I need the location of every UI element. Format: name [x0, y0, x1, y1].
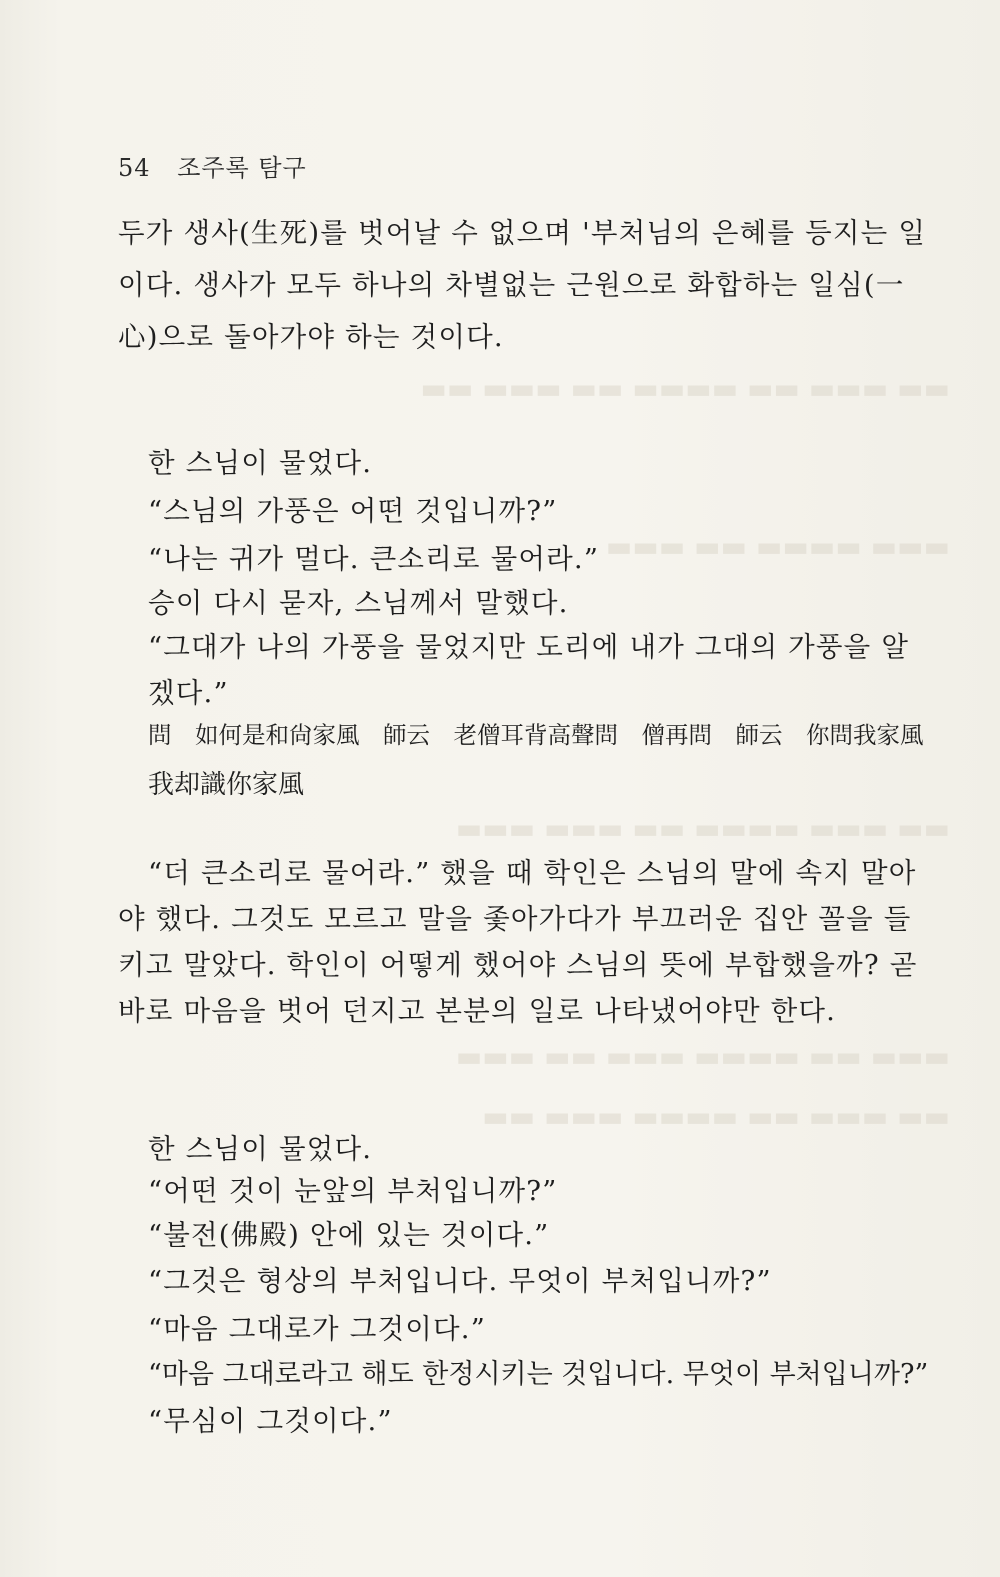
dialogue-line: “마음 그대로라고 해도 한정시키는 것입니다. 무엇이 부처입니까?”	[148, 1359, 929, 1390]
dialogue-line: “스님의 가풍은 어떤 것입니까?”	[148, 495, 558, 527]
text-line: 키고 말았다. 학인이 어떻게 했어야 스님의 뜻에 부합했을까? 곧	[118, 949, 918, 981]
dialogue-line: “그것은 형상의 부처입니다. 무엇이 부처입니까?”	[148, 1265, 772, 1297]
running-title: 조주록 탐구	[177, 154, 307, 182]
classical-chinese-line: 我却識你家風	[148, 770, 305, 800]
show-through-texture: ▬▬ ▬▬▬ ▬▬ ▬▬▬▬ ▬▬▬ ▬▬	[482, 1100, 950, 1133]
text-line: 야 했다. 그것도 모르고 말을 좇아가다가 부끄러운 집안 꼴을 들	[118, 903, 912, 935]
show-through-texture: ▬▬ ▬▬▬ ▬▬ ▬▬▬▬ ▬▬ ▬▬▬ ▬▬	[420, 372, 950, 405]
dialogue-line: 겠다.”	[148, 677, 229, 709]
text-line: 心)으로 돌아가야 하는 것이다.	[118, 321, 504, 353]
text-line: 이다. 생사가 모두 하나의 차별없는 근원으로 화합하는 일심(一	[118, 269, 905, 301]
dialogue-line: “마음 그대로가 그것이다.”	[148, 1313, 486, 1345]
show-through-texture: ▬▬ ▬▬▬ ▬▬▬▬ ▬▬ ▬▬▬ ▬▬▬	[455, 812, 950, 845]
text-line: 두가 생사(生死)를 벗어날 수 없으며 '부처님의 은혜를 등지는 일	[118, 217, 927, 249]
page-number: 54	[118, 154, 151, 182]
running-header	[118, 148, 307, 183]
show-through-texture: ▬▬▬ ▬▬▬▬ ▬▬ ▬▬▬	[605, 530, 950, 563]
dialogue-line: “무심이 그것이다.”	[148, 1405, 393, 1437]
text-line: “더 큰소리로 물어라.” 했을 때 학인은 스님의 말에 속지 말아	[148, 857, 917, 889]
dialogue-line: 승이 다시 묻자, 스님께서 말했다.	[148, 587, 569, 619]
dialogue-line: “어떤 것이 눈앞의 부처입니까?”	[148, 1175, 558, 1207]
dialogue-line: “그대가 나의 가풍을 물었지만 도리에 내가 그대의 가풍을 알	[148, 631, 910, 663]
classical-chinese-line: 問 如何是和尙家風 師云 老僧耳背高聲問 僧再問 師云 你問我家風	[148, 721, 924, 749]
dialogue-line: 한 스님이 물었다.	[148, 1133, 373, 1165]
show-through-texture: ▬▬▬ ▬▬ ▬▬▬▬ ▬▬▬ ▬▬ ▬▬▬	[455, 1040, 950, 1073]
dialogue-line: “불전(佛殿) 안에 있는 것이다.”	[148, 1219, 550, 1251]
dialogue-line: “나는 귀가 멀다. 큰소리로 물어라.”	[148, 543, 600, 575]
text-line: 바로 마음을 벗어 던지고 본분의 일로 나타냈어야만 한다.	[118, 995, 837, 1027]
dialogue-line: 한 스님이 물었다.	[148, 447, 373, 479]
